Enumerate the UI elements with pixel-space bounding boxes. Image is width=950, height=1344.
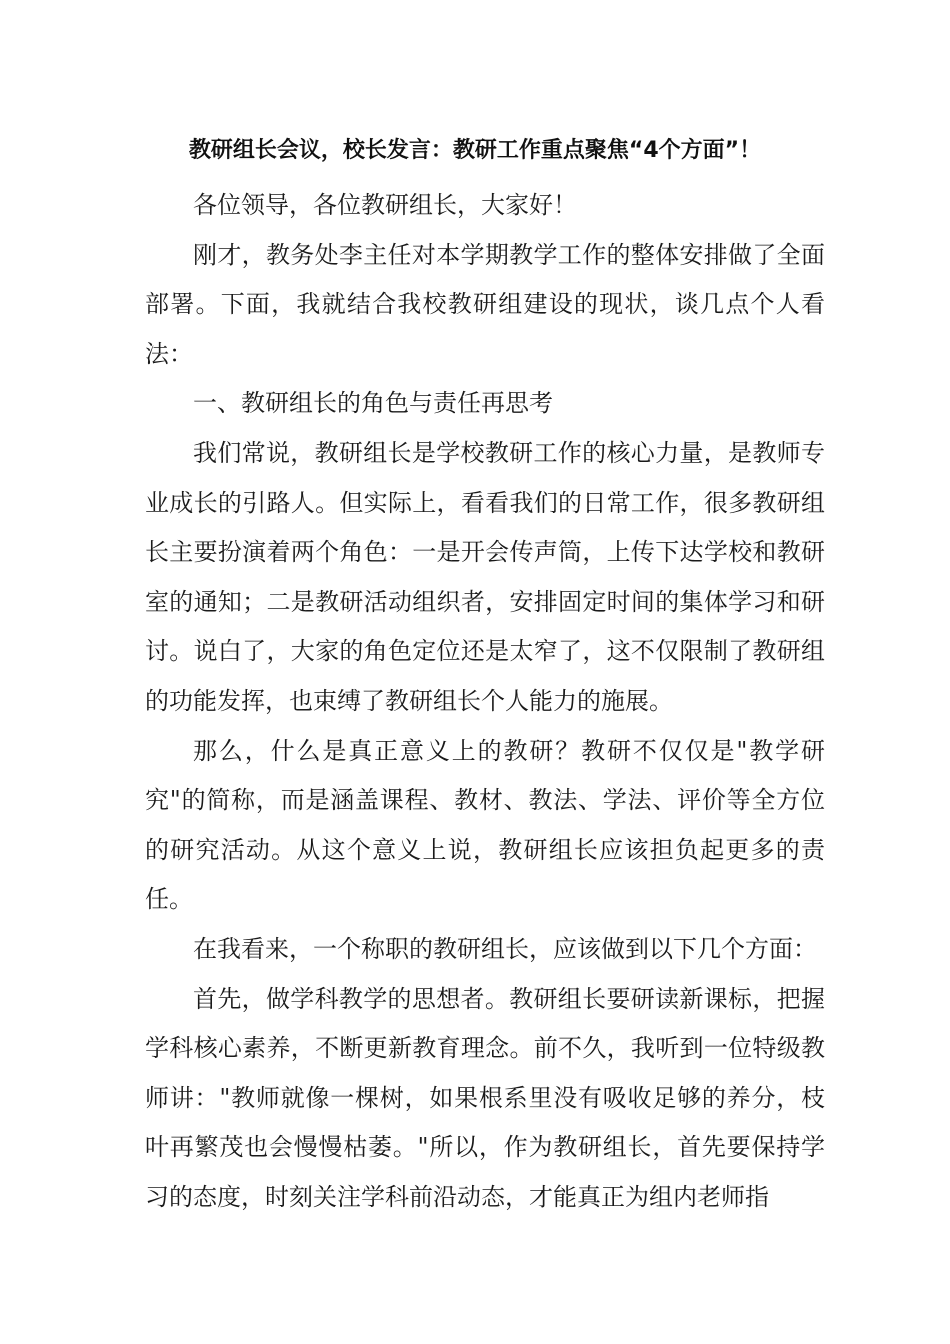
paragraph-roles: 我们常说，教研组长是学校教研工作的核心力量，是教师专业成长的引路人。但实际上，看看我们的日常工作，很多教研组长主要扮演着两个角色：一是开会传声筒，上传下达学校和教研室的通知；二是教研活动组织者，安排固定时间的集体学习和研讨。说白了，大家的角色定位还是太窄了，这不仅限制了教研组的功能发挥，也束缚了教研组长个人能力的施展。 (145, 438, 825, 715)
paragraph-intro: 刚才，教务处李主任对本学期教学工作的整体安排做了全面部署。下面，我就结合我校教研组建设的现状，谈几点个人看法： (145, 240, 825, 368)
paragraph-first-aspect: 首先，做学科教学的思想者。教研组长要研读新课标，把握学科核心素养，不断更新教育理念。前不久，我听到一位特级教师讲："教师就像一棵树，如果根系里没有吸收足够的养分，枝叶再繁茂也会慢慢枯萎。"所以，作为教研组长，首先要保持学习的态度，时刻关注学科前沿动态，才能真正为组内老师指 (145, 984, 825, 1211)
paragraph-aspects-intro: 在我看来，一个称职的教研组长，应该做到以下几个方面： (193, 934, 817, 963)
section-heading: 一、教研组长的角色与责任再思考 (193, 389, 553, 418)
paragraph-definition: 那么，什么是真正意义上的教研？教研不仅仅是"教学研究"的简称，而是涵盖课程、教材、教法、学法、评价等全方位的研究活动。从这个意义上说，教研组长应该担负起更多的责任。 (145, 736, 825, 914)
document-body (145, 181, 825, 1222)
document-title: 教研组长会议，校长发言：教研工作重点聚焦“4个方面”！ (188, 138, 762, 163)
paragraph-greeting: 各位领导，各位教研组长，大家好！ (193, 191, 577, 219)
